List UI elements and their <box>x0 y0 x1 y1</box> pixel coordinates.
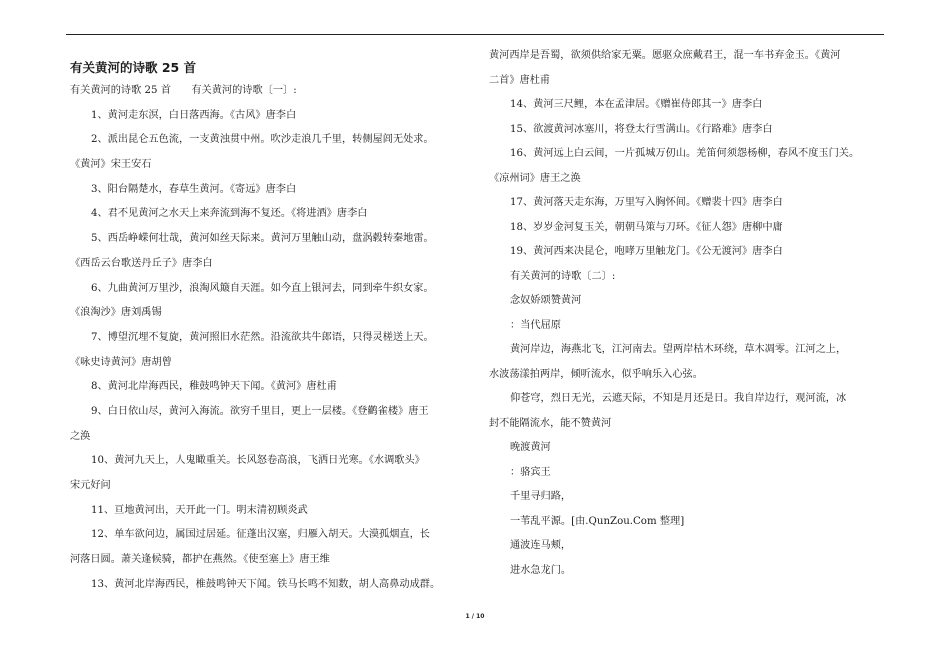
text-line: 11、亘地黄河出，天开此一门。明末清初顾炎武 <box>91 504 308 516</box>
text-line: 《黄河》宋王安石 <box>70 159 152 171</box>
text-line: 3、阳台隔楚水，春草生黄河。《寄远》唐李白 <box>91 183 297 195</box>
text-line: 6、九曲黄河万里沙，浪淘风簸自天涯。如今直上银河去，同到牵牛织女家。 <box>91 282 434 294</box>
text-line: 进水急龙门。 <box>510 564 572 576</box>
text-line: 《咏史诗黄河》唐胡曾 <box>70 356 172 368</box>
text-line: ：骆宾王 <box>510 466 551 478</box>
text-line: 通波连马颊， <box>510 540 572 551</box>
header-rule <box>66 34 884 35</box>
text-line: 念奴娇颂赞黄河 <box>510 295 582 306</box>
text-line: 有关黄河的诗歌〔二〕: <box>510 270 616 282</box>
page-number: 1 / 10 <box>465 613 485 620</box>
text-line: 一苇乱平源。[由.QunZou.Com 整理] <box>510 515 685 527</box>
text-line: 9、白日依山尽，黄河入海流。欲穷千里目，更上一层楼。《登鹳雀楼》唐王 <box>91 405 429 417</box>
text-line: 4、君不见黄河之水天上来奔流到海不复还。《将进酒》唐李白 <box>91 208 368 220</box>
right-column <box>489 50 881 589</box>
text-line: 《西岳云台歌送丹丘子》唐李白 <box>70 257 213 269</box>
text-line: 河落日圆。萧关逢候骑，都护在燕然。《使至塞上》唐王维 <box>70 554 330 566</box>
text-line: 晚渡黄河 <box>510 442 551 453</box>
text-line: 《浪淘沙》唐刘禹锡 <box>70 307 162 319</box>
left-column-body <box>70 85 466 591</box>
text-line: 10、黄河九天上，人鬼瞰重关。长风怒卷高浪，飞洒日光寒。《水调歌头》 <box>91 455 425 467</box>
text-line: 8、黄河北岸海西民，稚鼓鸣钟天下闻。《黄河》唐杜甫 <box>91 381 337 393</box>
text-line: 千里寻归路， <box>510 491 572 502</box>
text-line: 15、欲渡黄河冰塞川，将登太行雪满山。《行路难》唐李白 <box>510 123 773 135</box>
text-line: ：当代屈原 <box>510 319 561 331</box>
text-line: 水波荡漾拍两岸，倾听流水，似乎响乐入心弦。 <box>489 368 703 380</box>
text-line: 14、黄河三尺鲤，本在孟津居。《赠崔侍郎其一》唐李白 <box>510 99 763 110</box>
text-line: 7、博望沉埋不复旋，黄河照旧水茫然。沿流欲共牛郎语，只得灵槎送上天。 <box>91 331 434 343</box>
text-line: 封不能隔流水，能不赞黄河 <box>489 417 612 429</box>
text-line: 17、黄河落天走东海，万里写入胸怀间。《赠裴十四》唐李白 <box>510 197 783 208</box>
text-line: 之涣 <box>70 430 91 442</box>
text-line: 1、黄河走东溟，白日落西海。《古风》唐李白 <box>91 109 297 121</box>
text-line: 仰苍穹，烈日无光，云遮天际，不知是月还是日。我自岸边行，观河流，冰 <box>510 393 847 404</box>
text-line: 黄河岸边，海燕北飞，江河南去。望两岸枯木环绕，草木凋零。江河之上， <box>510 344 847 355</box>
text-line: 19、黄河西来决昆仑，咆哮万里触龙门。《公无渡河》唐李白 <box>510 246 783 257</box>
text-line: 黄河西岸是吾蜀，欲须供给家无粟。愿驱众庶戴君王，混一车书弃金玉。《黄河 <box>489 50 841 61</box>
text-line: 5、西岳峥嵘何壮哉，黄河如丝天际来。黄河万里触山动，盘涡毂转秦地雷。 <box>91 233 434 245</box>
text-line: 宋元好问 <box>70 480 111 491</box>
text-line: 有关黄河的诗歌 25 首 有关黄河的诗歌〔一〕: <box>70 85 297 96</box>
text-line: 16、黄河远上白云间，一片孤城万仞山。羌笛何须怨杨柳，春风不度玉门关。 <box>510 148 860 159</box>
text-line: 13、黄河北岸海西民，椎鼓鸣钟天下闻。铁马长鸣不知数，胡人高鼻动成群。 <box>91 578 441 590</box>
text-line: 18、岁岁金河复玉关，朝朝马策与刀环。《征人怨》唐柳中庸 <box>510 221 783 233</box>
left-column <box>70 50 466 603</box>
document-title: 有关黄河的诗歌 25 首 <box>70 60 197 75</box>
right-column-body <box>489 50 881 577</box>
text-line: 二首》唐杜甫 <box>489 74 551 86</box>
text-line: 《凉州词》唐王之涣 <box>489 172 581 184</box>
text-line: 2、派出昆仑五色流，一支黄浊贯中州。吹沙走浪几千里，转侧屋闾无处求。 <box>91 134 434 146</box>
text-line: 12、单车欲问边，属国过居延。征蓬出汉塞，归雁入胡天。大漠孤烟直，长 <box>91 529 430 541</box>
